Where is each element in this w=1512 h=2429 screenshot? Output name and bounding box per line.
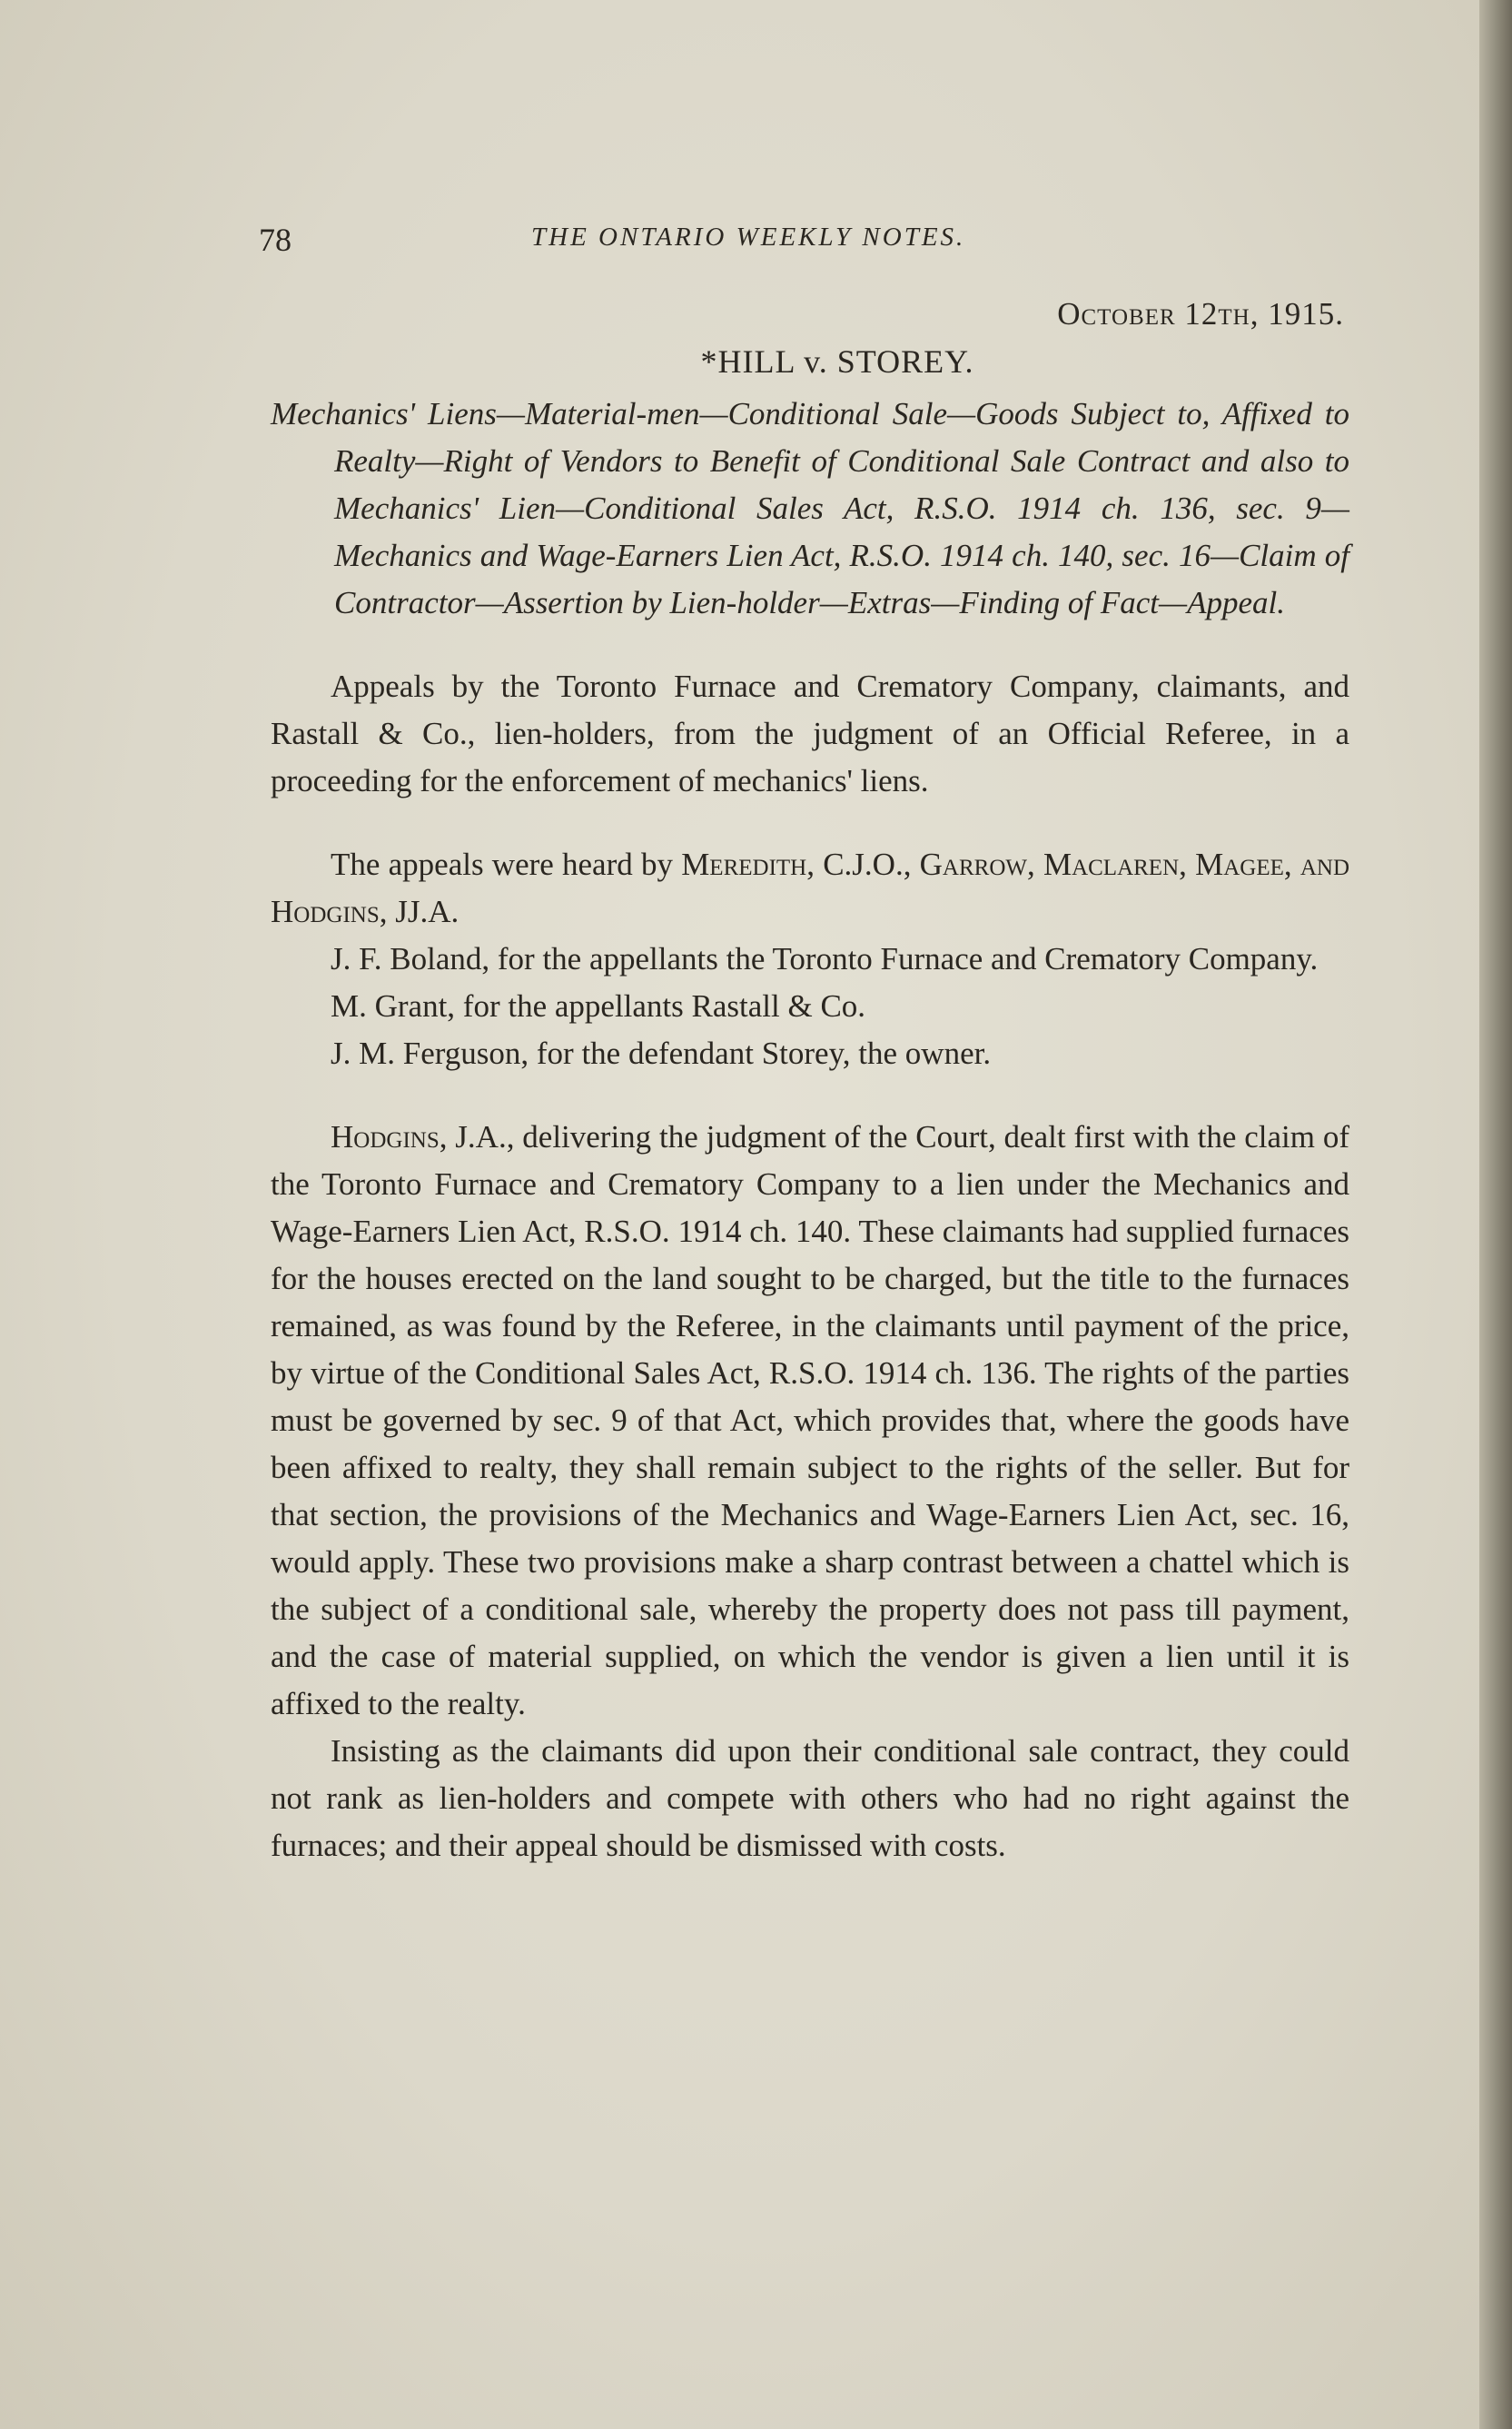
appeal-intro-paragraph: Appeals by the Toronto Furnace and Crematory Company, claimants, and Rastall & Co., lien-holders, from the judgment of an Official Referee, in a proceeding for the enforcement of mechanics' liens. xyxy=(271,669,1349,798)
judgment-text: , delivering the judgment of the Court, dealt first with the claim of the Toronto Furnace and Crematory Company to a lien under the Mechanics and Wage-Earners Lien Act, R.S.O. 1914 ch. 140. These claimants had supplied furnaces for the houses erected on the land sought to be charged, but the title to the furnaces remained, as was found by the Referee, in the claimants until payment of the price, by virtue of the Conditional Sales Act, R.S.O. 1914 ch. 136. The rights of the parties must be governed by sec. 9 of that Act, which provides that, where the goods have been affixed to realty, they shall remain subject to the rights of the seller. But for that section, the provisions of the Mechanics and Wage-Earners Lien Act, sec. 16, would apply. These two provisions make a sharp contrast between a chattel which is the subject of a conditional sale, whereby the property does not pass till payment, and the case of material supplied, on which the vendor is given a lien until it is affixed to the realty. xyxy=(271,1119,1349,1721)
page-number: 78 xyxy=(259,222,292,258)
judgment-author: Hodgins, J.A. xyxy=(331,1119,507,1155)
counsel-line-2: M. Grant, for the appellants Rastall & Co. xyxy=(331,988,866,1024)
case-headnote: Mechanics' Liens—Material-men—Conditional Sale—Goods Subject to, Affixed to Realty—Right of Vendors to Benefit of Conditional Sale Contract and also to Mechanics' Lien—Conditional Sales Act, R.S.O. 1914 ch. 136, sec. 9—Mechanics and Wage-Earners Lien Act, R.S.O. 1914 ch. 140, sec. 16—Claim of Contractor—Assertion by Lien-holder—Extras—Finding of Fact—Appeal. xyxy=(271,396,1349,620)
counsel-line-3: J. M. Ferguson, for the defendant Storey, the owner. xyxy=(331,1036,992,1071)
binding-gutter xyxy=(1479,0,1512,2429)
case-date: October 12th, 1915. xyxy=(1057,296,1344,332)
insisting-paragraph: Insisting as the claimants did upon their conditional sale contract, they could not rank as lien-holders and compete with others who had no right against the furnaces; and their appeal should be dismissed with costs. xyxy=(271,1733,1349,1863)
running-head: THE ONTARIO WEEKLY NOTES. xyxy=(531,223,966,252)
heard-by-paragraph xyxy=(271,841,1349,936)
judgment-paragraph xyxy=(271,1114,1349,1728)
heard-prefix: The appeals were heard by xyxy=(331,847,682,882)
page-header xyxy=(259,221,1362,275)
counsel-line-1: J. F. Boland, for the appellants the Toronto Furnace and Crematory Company. xyxy=(331,941,1319,977)
article-content xyxy=(271,291,1349,1869)
heard-judges: Meredith, C.J.O., Garrow, Maclaren, Magee, and Hodgins, JJ.A. xyxy=(271,847,1349,929)
case-title: *HILL v. STOREY. xyxy=(700,343,974,380)
